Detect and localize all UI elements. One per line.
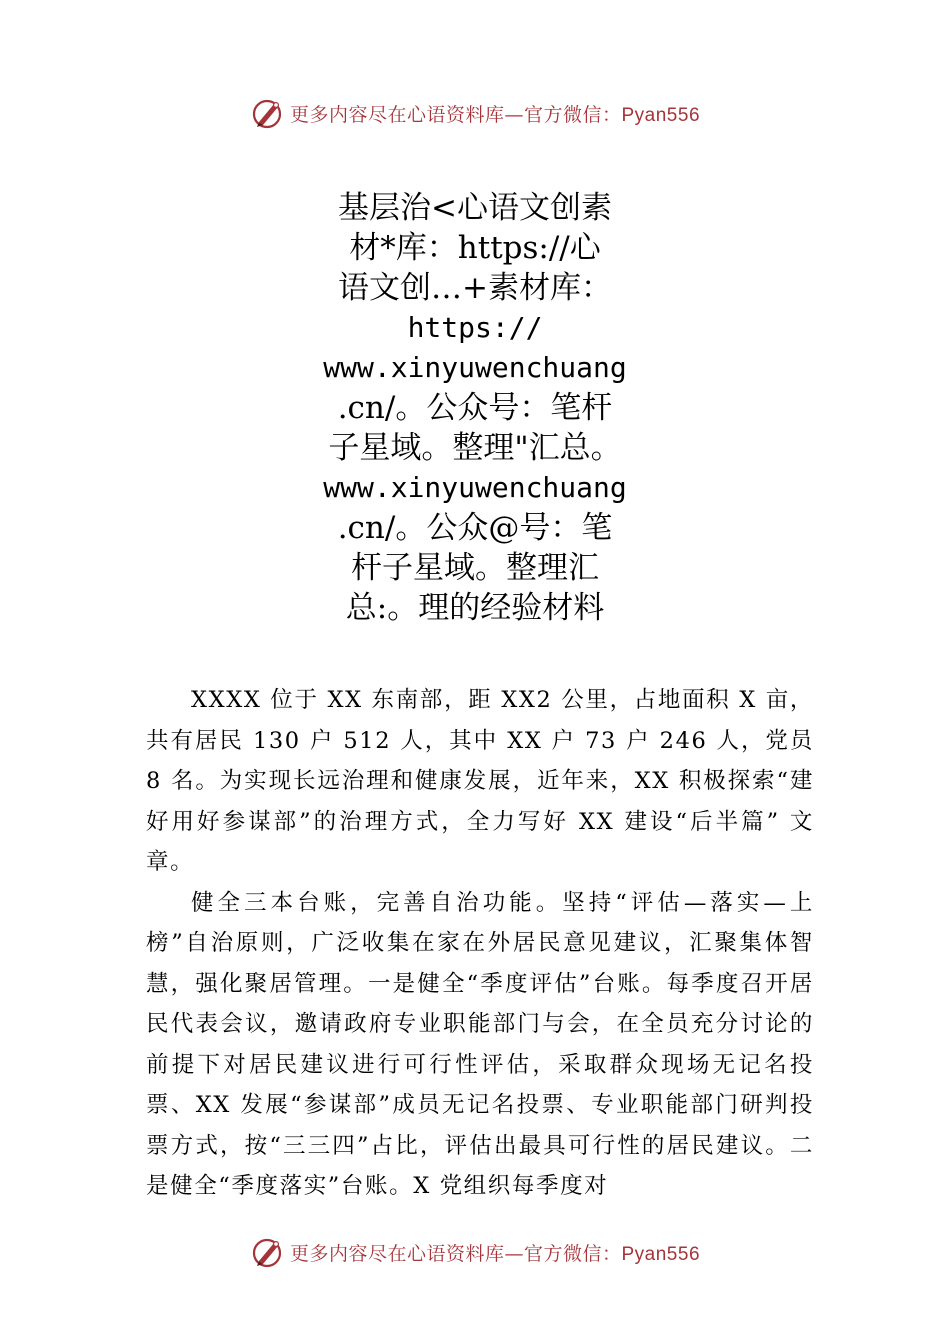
footer-banner [0, 1232, 950, 1272]
title-line: 子星域。整理"汇总。 [328, 430, 622, 466]
title-line: www.xinyuwenchuang [323, 471, 627, 504]
document-body [146, 680, 814, 1207]
title-line: https:// [407, 311, 543, 344]
wechat-id: Pyan556 [621, 104, 701, 126]
title-line: 基层治<心语文创素 [338, 190, 612, 226]
title-line: 材*库：https://心 [349, 230, 601, 266]
wechat-id: Pyan556 [621, 1243, 701, 1265]
title-line: 杆子星域。整理汇 [351, 550, 599, 586]
body-paragraph: XXXX 位于 XX 东南部，距 XX2 公里，占地面积 X 亩，共有居民 130 户 512 人，其中 XX 户 73 户 246 人，党员 8 名。为实现长远治理和健康发展，近年来，XX 积极探索“建好用好参谋部”的治理方式，全力写好 XX 建设“后半篇” 文章。 [146, 687, 814, 875]
title-line: www.xinyuwenchuang [323, 351, 627, 384]
banner-text: 更多内容尽在心语资料库—官方微信：Pyan556 [289, 1242, 701, 1265]
document-title [270, 188, 680, 628]
title-line: 总:。理的经验材料 [345, 590, 605, 626]
pen-logo-icon [250, 1235, 284, 1269]
title-line: 语文创…+素材库： [338, 270, 612, 306]
pen-logo-icon [250, 96, 284, 130]
title-line: .cn/。公众@号：笔 [337, 510, 613, 546]
banner-text: 更多内容尽在心语资料库—官方微信：Pyan556 [289, 103, 701, 126]
body-paragraph: 健全三本台账，完善自治功能。坚持“评估—落实—上榜”自治原则，广泛收集在家在外居民意见建议，汇聚集体智慧，强化聚居管理。一是健全“季度评估”台账。每季度召开居民代表会议，邀请政府专业职能部门与会，在全员充分讨论的前提下对居民建议进行可行性评估，采取群众现场无记名投票、XX 发展“参谋部”成员无记名投票、专业职能部门研判投票方式，按“三三四”占比，评估出最具可行性的居民建议。二是健全“季度落实”台账。X 党组织每季度对 [146, 889, 814, 1199]
title-line: .cn/。公众号：笔杆 [337, 390, 613, 426]
header-banner [0, 93, 950, 133]
